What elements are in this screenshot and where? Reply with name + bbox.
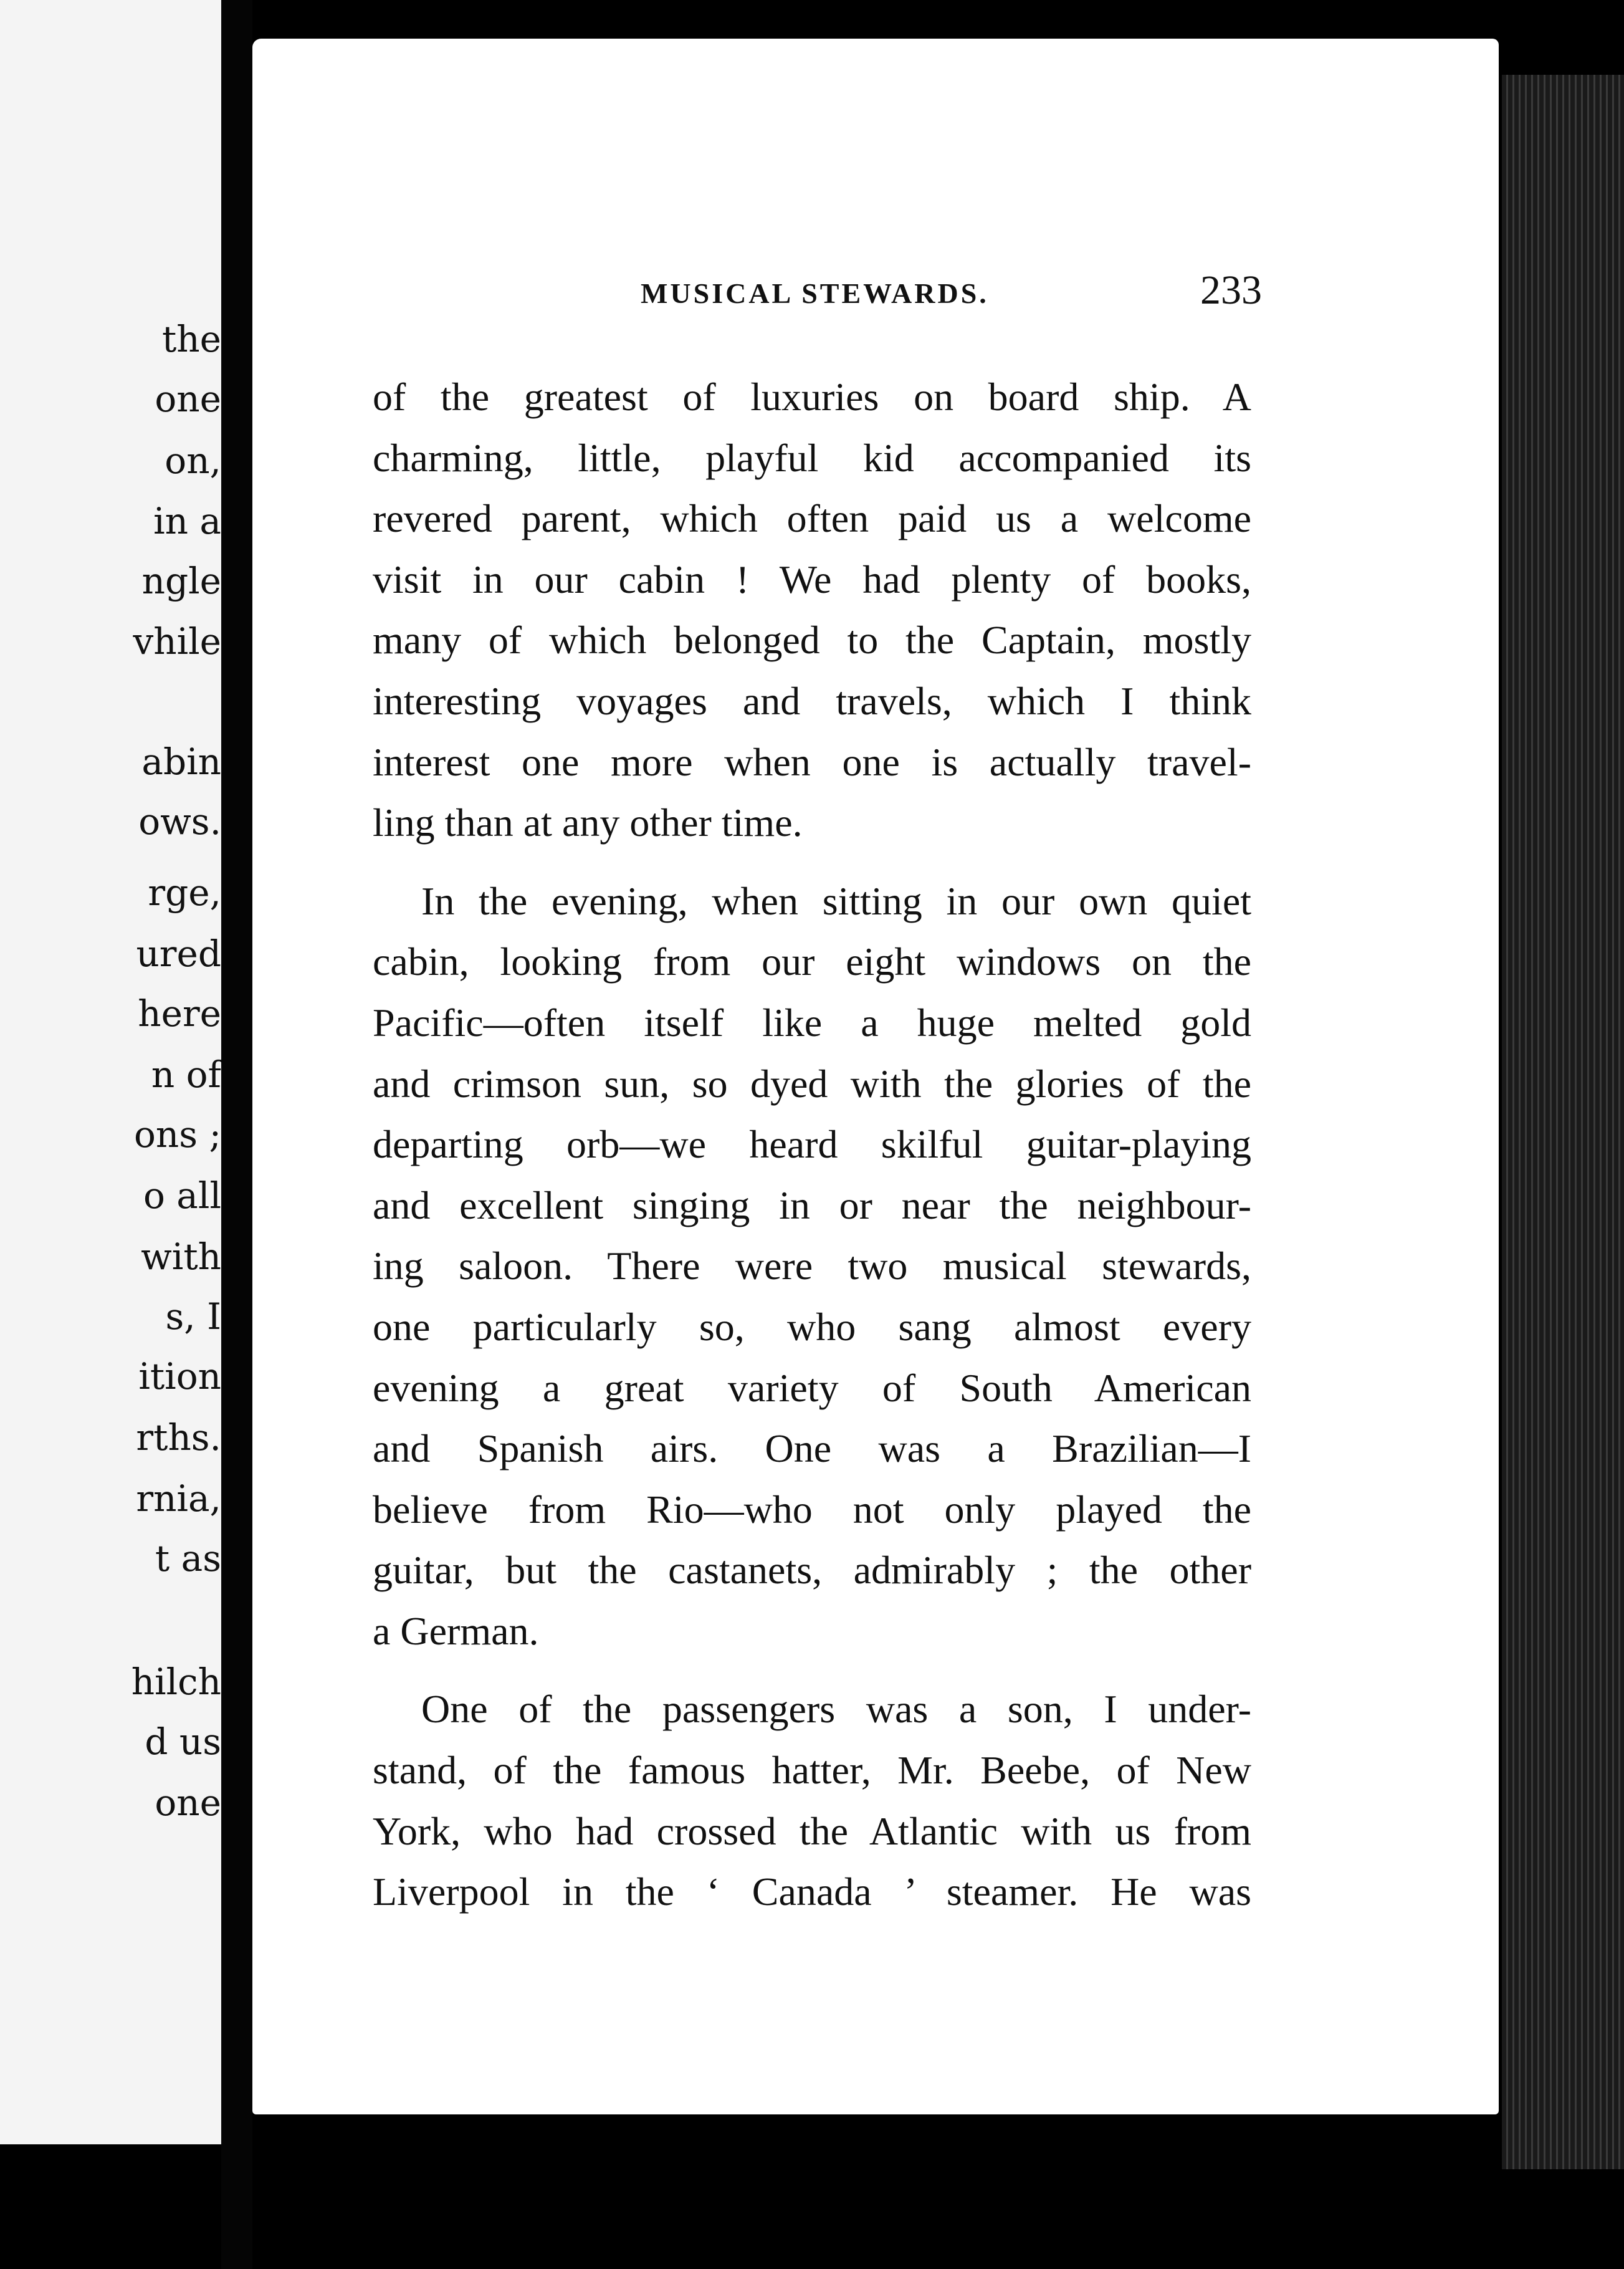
text-line: ing saloon. There were two musical stewards,: [373, 1244, 1251, 1288]
running-head: MUSICAL STEWARDS.: [641, 277, 989, 309]
text-line: In the evening, when sitting in our own quiet: [421, 878, 1251, 923]
paragraph-gap: [373, 853, 1251, 871]
text-line: evening a great variety of South American: [373, 1365, 1251, 1410]
text-line: charming, little, playful kid accompanied its: [373, 435, 1251, 480]
text-line: interest one more when one is actually travel-: [373, 739, 1251, 784]
text-line: one particularly so, who sang almost every: [373, 1304, 1251, 1349]
text-line: York, who had crossed the Atlantic with us from: [373, 1808, 1251, 1853]
text-line: guitar, but the castanets, admirably ; the other: [373, 1548, 1251, 1593]
text-line: believe from Rio—who not only played the: [373, 1487, 1251, 1532]
text-line: Pacific—often itself like a huge melted gold: [373, 1000, 1251, 1045]
previous-page-fragment: the one on, in a ngle vhile abin ows. rge, ured here n of ons ; o all with s, I ition rths. rnia, t as hilch d us one: [0, 0, 225, 2144]
text-line: and crimson sun, so dyed with the glories of the: [373, 1061, 1251, 1106]
paragraph: [373, 367, 1251, 853]
page-number: 233: [1200, 267, 1262, 313]
paragraph-gap: [373, 1661, 1251, 1679]
page-header: [386, 267, 1262, 323]
page-edges: [1502, 75, 1624, 2169]
text-line: One of the passengers was a son, I under-: [421, 1687, 1251, 1732]
paragraph: [373, 871, 1251, 1662]
text-line: a German.: [373, 1608, 539, 1653]
text-line: revered parent, which often paid us a welcome: [373, 496, 1251, 541]
text-line: cabin, looking from our eight windows on the: [373, 939, 1251, 984]
text-line: many of which belonged to the Captain, mostly: [373, 618, 1251, 663]
book-gutter: [221, 0, 252, 2269]
body-text: [373, 367, 1251, 1922]
text-line: interesting voyages and travels, which I think: [373, 678, 1251, 723]
text-line: departing orb—we heard skilful guitar-playing: [373, 1122, 1251, 1167]
paragraph: [373, 1679, 1251, 1922]
text-line: visit in our cabin ! We had plenty of books,: [373, 557, 1251, 602]
text-line: of the greatest of luxuries on board ship. A: [373, 375, 1251, 419]
text-line: stand, of the famous hatter, Mr. Beebe, of New: [373, 1748, 1251, 1793]
text-line: and Spanish airs. One was a Brazilian—I: [373, 1426, 1251, 1471]
text-line: and excellent singing in or near the neighbour-: [373, 1182, 1251, 1227]
text-line: Liverpool in the ‘ Canada ’ steamer. He was: [373, 1869, 1251, 1914]
text-line: ling than at any other time.: [373, 800, 803, 845]
